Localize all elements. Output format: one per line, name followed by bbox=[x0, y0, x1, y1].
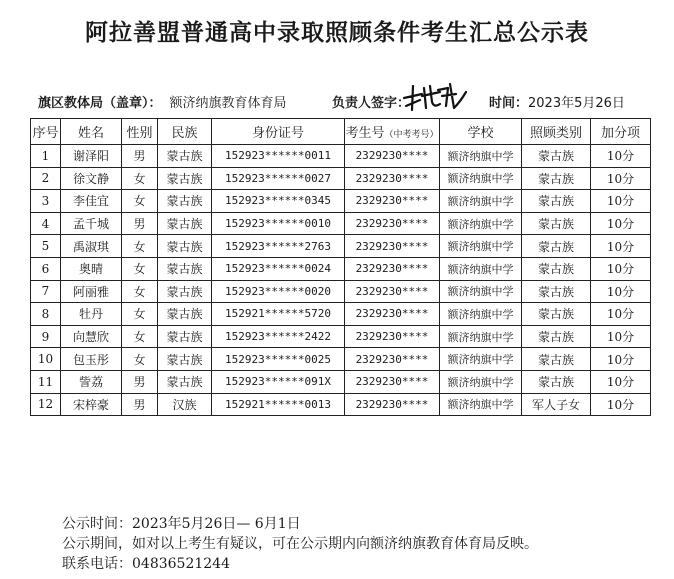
cell-id-number: 152923******0011 bbox=[212, 145, 345, 168]
cell-gender: 男 bbox=[122, 212, 158, 235]
cell-index: 8 bbox=[31, 303, 61, 326]
cell-bonus: 10分 bbox=[591, 280, 651, 303]
cell-ethnicity: 汉族 bbox=[158, 393, 212, 416]
cell-exam-number: 2329230**** bbox=[345, 145, 440, 168]
cell-exam-number: 2329230**** bbox=[345, 303, 440, 326]
cell-index: 4 bbox=[31, 212, 61, 235]
cell-exam-number: 2329230**** bbox=[345, 348, 440, 371]
cell-index: 11 bbox=[31, 370, 61, 393]
publicity-period: 公示时间：2023年5月26日— 6月1日 bbox=[62, 516, 301, 532]
cell-ethnicity: 蒙古族 bbox=[158, 212, 212, 235]
cell-ethnicity: 蒙古族 bbox=[158, 348, 212, 371]
cell-bonus: 10分 bbox=[591, 235, 651, 258]
table-header-row bbox=[31, 119, 651, 145]
cell-bonus: 10分 bbox=[591, 167, 651, 190]
cell-ethnicity: 蒙古族 bbox=[158, 235, 212, 258]
col-header-index: 序号 bbox=[31, 119, 61, 145]
cell-ethnicity: 蒙古族 bbox=[158, 167, 212, 190]
cell-bonus: 10分 bbox=[591, 325, 651, 348]
cell-bonus: 10分 bbox=[591, 212, 651, 235]
cell-gender: 女 bbox=[122, 190, 158, 213]
cell-school: 额济纳旗中学 bbox=[440, 393, 522, 416]
cell-bonus: 10分 bbox=[591, 257, 651, 280]
cell-ethnicity: 蒙古族 bbox=[158, 190, 212, 213]
table-row bbox=[31, 257, 651, 280]
cell-id-number: 152923******091X bbox=[212, 370, 345, 393]
table-row bbox=[31, 145, 651, 168]
cell-index: 5 bbox=[31, 235, 61, 258]
exam-number-label: 考生号 bbox=[345, 126, 385, 141]
cell-id-number: 152921******0013 bbox=[212, 393, 345, 416]
cell-index: 9 bbox=[31, 325, 61, 348]
cell-category: 蒙古族 bbox=[522, 303, 591, 326]
cell-id-number: 152923******2763 bbox=[212, 235, 345, 258]
cell-school: 额济纳旗中学 bbox=[440, 212, 522, 235]
cell-name: 禹淑琪 bbox=[61, 235, 122, 258]
bureau-value: 额济纳旗教育体育局 bbox=[169, 96, 287, 111]
cell-name: 徐文静 bbox=[61, 167, 122, 190]
cell-index: 3 bbox=[31, 190, 61, 213]
cell-index: 6 bbox=[31, 257, 61, 280]
table-row bbox=[31, 212, 651, 235]
cell-id-number: 152923******0345 bbox=[212, 190, 345, 213]
cell-id-number: 152921******5720 bbox=[212, 303, 345, 326]
cell-name: 包玉彤 bbox=[61, 348, 122, 371]
handwritten-signature bbox=[400, 80, 470, 112]
cell-exam-number: 2329230**** bbox=[345, 393, 440, 416]
cell-index: 12 bbox=[31, 393, 61, 416]
cell-id-number: 152923******0025 bbox=[212, 348, 345, 371]
cell-category: 蒙古族 bbox=[522, 257, 591, 280]
cell-ethnicity: 蒙古族 bbox=[158, 303, 212, 326]
cell-ethnicity: 蒙古族 bbox=[158, 145, 212, 168]
cell-index: 7 bbox=[31, 280, 61, 303]
cell-exam-number: 2329230**** bbox=[345, 167, 440, 190]
col-header-gender: 性别 bbox=[122, 119, 158, 145]
cell-ethnicity: 蒙古族 bbox=[158, 280, 212, 303]
cell-category: 蒙古族 bbox=[522, 370, 591, 393]
cell-index: 1 bbox=[31, 145, 61, 168]
col-header-school: 学校 bbox=[440, 119, 522, 145]
cell-exam-number: 2329230**** bbox=[345, 370, 440, 393]
cell-name: 宋梓豪 bbox=[61, 393, 122, 416]
col-header-bonus: 加分项 bbox=[591, 119, 651, 145]
candidates-table bbox=[30, 118, 651, 416]
cell-school: 额济纳旗中学 bbox=[440, 280, 522, 303]
cell-name: 向慧欣 bbox=[61, 325, 122, 348]
col-header-category: 照顾类别 bbox=[522, 119, 591, 145]
cell-gender: 女 bbox=[122, 167, 158, 190]
table-row bbox=[31, 325, 651, 348]
cell-gender: 男 bbox=[122, 370, 158, 393]
cell-category: 蒙古族 bbox=[522, 212, 591, 235]
cell-name: 阿丽雅 bbox=[61, 280, 122, 303]
cell-ethnicity: 蒙古族 bbox=[158, 257, 212, 280]
page-title: 阿拉善盟普通高中录取照顾条件考生汇总公示表 bbox=[85, 20, 589, 46]
cell-bonus: 10分 bbox=[591, 145, 651, 168]
cell-exam-number: 2329230**** bbox=[345, 257, 440, 280]
cell-id-number: 152923******0010 bbox=[212, 212, 345, 235]
col-header-ethnicity: 民族 bbox=[158, 119, 212, 145]
cell-school: 额济纳旗中学 bbox=[440, 190, 522, 213]
table-row bbox=[31, 167, 651, 190]
cell-school: 额济纳旗中学 bbox=[440, 167, 522, 190]
cell-gender: 女 bbox=[122, 280, 158, 303]
table-row bbox=[31, 370, 651, 393]
cell-exam-number: 2329230**** bbox=[345, 212, 440, 235]
objection-notice: 公示期间，如对以上考生有疑议，可在公示期内向额济纳旗教育体育局反映。 bbox=[62, 536, 538, 552]
cell-id-number: 152923******0020 bbox=[212, 280, 345, 303]
cell-name: 李佳宜 bbox=[61, 190, 122, 213]
cell-bonus: 10分 bbox=[591, 370, 651, 393]
cell-exam-number: 2329230**** bbox=[345, 325, 440, 348]
contact-phone: 联系电话：04836521244 bbox=[62, 556, 230, 572]
cell-id-number: 152923******0027 bbox=[212, 167, 345, 190]
table-row bbox=[31, 393, 651, 416]
cell-category: 蒙古族 bbox=[522, 190, 591, 213]
cell-gender: 女 bbox=[122, 348, 158, 371]
cell-school: 额济纳旗中学 bbox=[440, 370, 522, 393]
table-row bbox=[31, 303, 651, 326]
cell-gender: 男 bbox=[122, 145, 158, 168]
cell-bonus: 10分 bbox=[591, 303, 651, 326]
cell-name: 谢泽阳 bbox=[61, 145, 122, 168]
cell-gender: 男 bbox=[122, 393, 158, 416]
col-header-name: 姓名 bbox=[61, 119, 122, 145]
cell-name: 奥晴 bbox=[61, 257, 122, 280]
cell-id-number: 152923******2422 bbox=[212, 325, 345, 348]
cell-school: 额济纳旗中学 bbox=[440, 325, 522, 348]
cell-category: 蒙古族 bbox=[522, 145, 591, 168]
cell-category: 蒙古族 bbox=[522, 167, 591, 190]
cell-school: 额济纳旗中学 bbox=[440, 348, 522, 371]
cell-category: 蒙古族 bbox=[522, 235, 591, 258]
cell-school: 额济纳旗中学 bbox=[440, 235, 522, 258]
table-row bbox=[31, 280, 651, 303]
date-info bbox=[489, 92, 625, 111]
cell-exam-number: 2329230**** bbox=[345, 280, 440, 303]
cell-category: 军人子女 bbox=[522, 393, 591, 416]
cell-category: 蒙古族 bbox=[522, 348, 591, 371]
cell-school: 额济纳旗中学 bbox=[440, 257, 522, 280]
cell-gender: 女 bbox=[122, 257, 158, 280]
cell-category: 蒙古族 bbox=[522, 280, 591, 303]
cell-exam-number: 2329230**** bbox=[345, 235, 440, 258]
cell-exam-number: 2329230**** bbox=[345, 190, 440, 213]
time-value: 2023年5月26日 bbox=[528, 96, 625, 111]
cell-ethnicity: 蒙古族 bbox=[158, 325, 212, 348]
bureau-info bbox=[38, 92, 287, 111]
cell-bonus: 10分 bbox=[591, 348, 651, 371]
cell-gender: 女 bbox=[122, 325, 158, 348]
cell-category: 蒙古族 bbox=[522, 325, 591, 348]
table-row bbox=[31, 190, 651, 213]
cell-id-number: 152923******0024 bbox=[212, 257, 345, 280]
cell-school: 额济纳旗中学 bbox=[440, 303, 522, 326]
cell-index: 2 bbox=[31, 167, 61, 190]
cell-school: 额济纳旗中学 bbox=[440, 145, 522, 168]
table-row bbox=[31, 348, 651, 371]
col-header-exam-number bbox=[345, 119, 440, 145]
cell-bonus: 10分 bbox=[591, 190, 651, 213]
person-in-charge-label: 负责人签字： bbox=[332, 96, 411, 111]
table-row bbox=[31, 235, 651, 258]
cell-name: 訾荔 bbox=[61, 370, 122, 393]
cell-name: 牡丹 bbox=[61, 303, 122, 326]
bureau-label: 旗区教体局（盖章）： bbox=[38, 96, 162, 111]
cell-bonus: 10分 bbox=[591, 393, 651, 416]
cell-gender: 女 bbox=[122, 235, 158, 258]
cell-index: 10 bbox=[31, 348, 61, 371]
cell-name: 孟千城 bbox=[61, 212, 122, 235]
cell-gender: 女 bbox=[122, 303, 158, 326]
time-label: 时间： bbox=[489, 96, 529, 111]
col-header-id-number: 身份证号 bbox=[212, 119, 345, 145]
exam-number-sublabel: （中考考号） bbox=[384, 130, 439, 140]
cell-ethnicity: 蒙古族 bbox=[158, 370, 212, 393]
